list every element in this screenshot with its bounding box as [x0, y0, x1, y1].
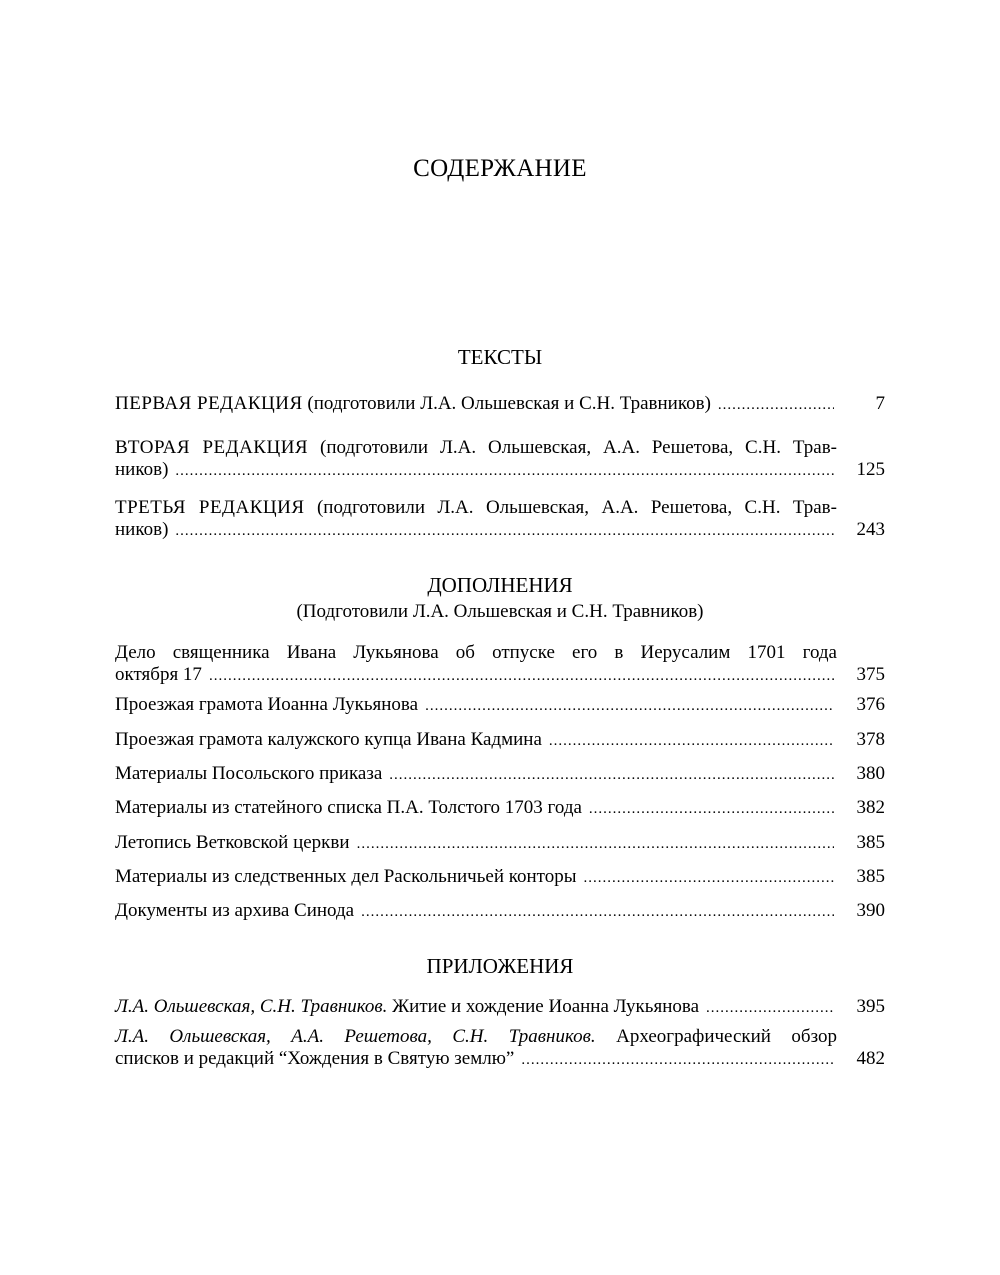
leader-dots	[589, 798, 834, 820]
page-number: 375	[856, 664, 885, 685]
toc-entry[interactable]	[115, 1026, 885, 1071]
leader-dots	[425, 695, 834, 717]
toc-entry[interactable]	[115, 497, 885, 542]
entry-text: Документы из архива Синода	[115, 900, 355, 921]
page-number: 376	[856, 694, 885, 715]
toc-entry[interactable]	[115, 832, 885, 855]
leader-dots	[389, 764, 834, 786]
page-number: 482	[856, 1048, 885, 1069]
entry-text: (подготовили Л.А. Ольшевская и С.Н. Травников)	[302, 393, 711, 414]
leader-dots	[584, 867, 835, 889]
page-number: 378	[856, 729, 885, 750]
leader-dots	[521, 1049, 834, 1071]
toc-entry[interactable]	[115, 437, 885, 482]
leader-dots	[549, 730, 834, 752]
page-number: 382	[856, 797, 885, 818]
toc-entry[interactable]	[115, 996, 885, 1019]
entry-text: Проезжая грамота калужского купца Ивана Кадмина	[115, 729, 542, 750]
page-number: 385	[856, 832, 885, 853]
entry-text: Материалы из следственных дел Раскольничьей конторы	[115, 866, 577, 887]
toc-entry[interactable]	[115, 797, 885, 820]
entry-text: Материалы из статейного списка П.А. Толстого 1703 года	[115, 797, 582, 818]
entry-text: Археографический обзор	[595, 1026, 837, 1047]
entry-authors: Л.А. Ольшевская, А.А. Решетова, С.Н. Травников.	[115, 1026, 596, 1047]
entry-text: Материалы Посольского приказа	[115, 763, 383, 784]
leader-dots	[357, 833, 834, 855]
leader-dots	[175, 460, 834, 482]
toc-entry[interactable]	[115, 729, 885, 752]
section-heading-appendices: ПРИЛОЖЕНИЯ	[426, 954, 574, 978]
toc-entry[interactable]	[115, 642, 885, 687]
section-subheading: (Подготовили Л.А. Ольшевская и С.Н. Травников)	[296, 601, 704, 622]
leader-dots	[718, 394, 834, 416]
entry-text: (подготовили Л.А. Ольшевская, А.А. Решетова, С.Н. Трав-	[308, 437, 837, 458]
section-heading-texts: ТЕКСТЫ	[457, 345, 543, 369]
entry-text: Проезжая грамота Иоанна Лукьянова	[115, 694, 419, 715]
leader-dots	[706, 997, 834, 1019]
entry-text-cont: списков и редакций “Хождения в Святую землю”	[115, 1048, 515, 1069]
page-number: 243	[856, 519, 885, 540]
page-number: 390	[856, 900, 885, 921]
entry-text-cont: ников)	[115, 459, 169, 480]
page-title: СОДЕРЖАНИЕ	[413, 155, 587, 182]
toc-entry[interactable]	[115, 393, 885, 416]
entry-text: Житие и хождение Иоанна Лукьянова	[387, 996, 700, 1017]
toc-entry[interactable]	[115, 866, 885, 889]
toc-entry[interactable]	[115, 900, 885, 923]
entry-text: Дело священника Ивана Лукьянова об отпуске его в Иерусалим 1701 года	[115, 642, 837, 663]
leader-dots	[209, 665, 834, 687]
leader-dots	[175, 520, 834, 542]
entry-caps: ПЕРВАЯ РЕДАКЦИЯ	[115, 393, 303, 414]
entry-caps: ВТОРАЯ РЕДАКЦИЯ	[115, 437, 309, 458]
page-number: 7	[875, 393, 885, 414]
entry-text-cont: ников)	[115, 519, 169, 540]
section-heading-supplements: ДОПОЛНЕНИЯ	[427, 573, 573, 597]
entry-text: (подготовили Л.А. Ольшевская, А.А. Решетова, С.Н. Трав-	[304, 497, 837, 518]
toc-entry[interactable]	[115, 694, 885, 717]
entry-text-cont: октября 17	[115, 664, 202, 685]
entry-authors: Л.А. Ольшевская, С.Н. Травников.	[115, 996, 388, 1017]
leader-dots	[361, 901, 834, 923]
toc-entry[interactable]	[115, 763, 885, 786]
entry-caps: ТРЕТЬЯ РЕДАКЦИЯ	[115, 497, 305, 518]
page-number: 380	[856, 763, 885, 784]
page-number: 125	[856, 459, 885, 480]
entry-text: Летопись Ветковской церкви	[115, 832, 350, 853]
page-number: 385	[856, 866, 885, 887]
page-number: 395	[856, 996, 885, 1017]
